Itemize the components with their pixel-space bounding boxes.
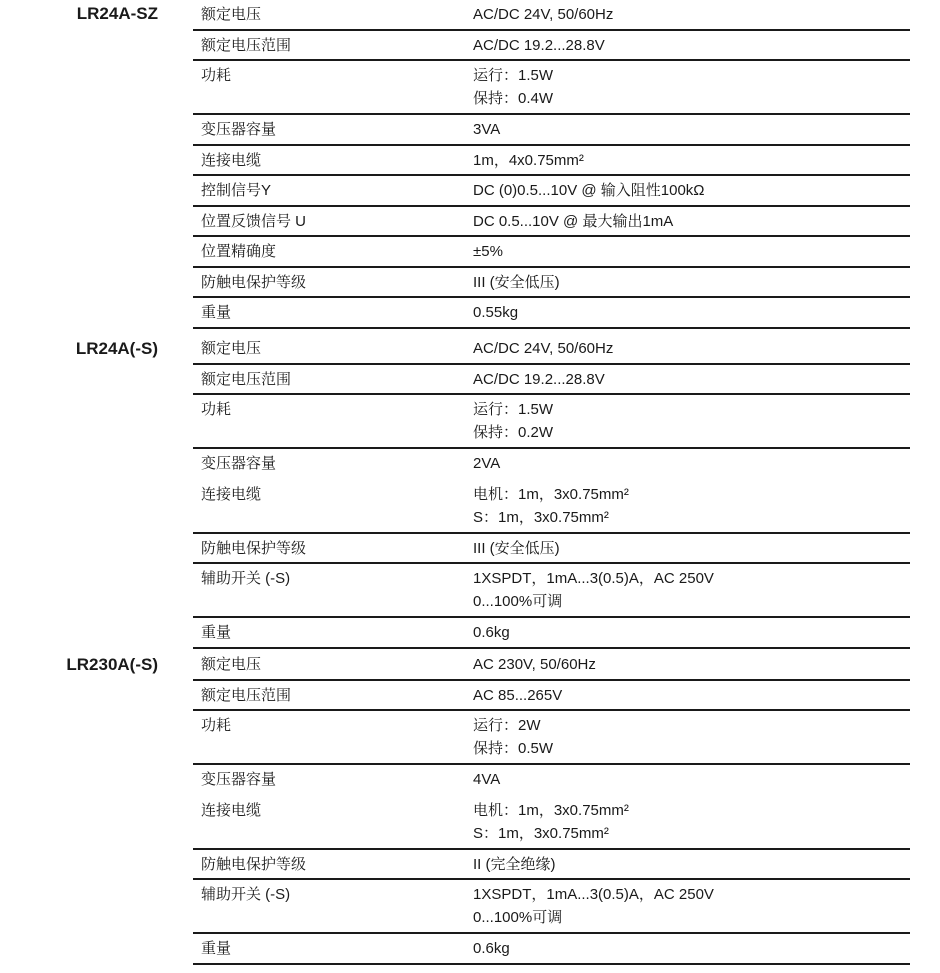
spec-value (473, 61, 910, 113)
spec-rows (193, 650, 910, 965)
spec-value (473, 681, 910, 710)
spec-label: 连接电缆 (201, 801, 262, 819)
spec-row (193, 796, 910, 850)
spec-row (193, 765, 910, 796)
spec-row (193, 31, 910, 62)
spec-value-line: AC/DC 24V, 50/60Hz (473, 6, 614, 23)
spec-label: 功耗 (201, 717, 232, 734)
spec-value-line: 保持：0.2W (473, 424, 554, 441)
spec-label: 额定电压范围 (201, 36, 292, 54)
spec-row (193, 365, 910, 396)
spec-row (193, 176, 910, 207)
spec-label: 额定电压范围 (201, 686, 292, 704)
spec-value-line: DC (0)0.5...10V @ 输入阻性100kΩ (473, 182, 705, 199)
spec-value (473, 534, 910, 563)
spec-value-line: 0...100%可调 (473, 909, 563, 926)
spec-value-line: 电机：1m，3x0.75mm² (473, 485, 629, 503)
spec-value (473, 880, 910, 932)
spec-label: 变压器容量 (201, 771, 277, 788)
spec-rows (193, 334, 910, 649)
spec-label: 重量 (201, 940, 232, 957)
spec-value-line: 0.6kg (473, 624, 510, 641)
spec-value-line: 1XSPDT，1mA...3(0.5)A，AC 250V (473, 886, 714, 903)
spec-value (473, 31, 910, 60)
spec-value-line: II (完全绝缘) (473, 855, 556, 873)
spec-label: 额定电压 (201, 340, 262, 357)
spec-value-line: 保持：0.4W (473, 90, 554, 107)
spec-row (193, 480, 910, 534)
spec-group (0, 334, 910, 649)
spec-label: 重量 (201, 624, 232, 641)
model-name: LR230A(-S) (66, 655, 158, 674)
spec-value-line: 运行：1.5W (473, 67, 554, 84)
spec-value-line: AC 85...265V (473, 686, 563, 704)
spec-value-line: 0.55kg (473, 304, 519, 321)
spec-label: 控制信号Y (201, 182, 272, 199)
model-name: LR24A-SZ (76, 4, 158, 23)
spec-label: 防触电保护等级 (201, 855, 307, 873)
spec-value (473, 207, 910, 236)
spec-value (473, 564, 910, 616)
spec-row (193, 395, 910, 449)
spec-value-line: AC/DC 24V, 50/60Hz (473, 340, 614, 357)
spec-row (193, 207, 910, 238)
spec-value-line: DC 0.5...10V @ 最大输出1mA (473, 212, 674, 230)
spec-value (473, 796, 910, 848)
spec-value-line: 2VA (473, 455, 501, 472)
spec-label: 辅助开关 (-S) (201, 886, 291, 903)
spec-row (193, 934, 910, 965)
spec-value-line: 1m，4x0.75mm² (473, 151, 584, 169)
spec-value (473, 449, 910, 480)
spec-label: 额定电压 (201, 656, 262, 673)
spec-row (193, 880, 910, 934)
spec-value-line: AC/DC 19.2...28.8V (473, 36, 605, 54)
spec-label: 功耗 (201, 67, 232, 84)
spec-label: 变压器容量 (201, 121, 277, 138)
spec-label: 连接电缆 (201, 485, 262, 503)
spec-value-line: 电机：1m，3x0.75mm² (473, 801, 629, 819)
spec-value-line: AC 230V, 50/60Hz (473, 656, 596, 673)
spec-group (0, 0, 910, 329)
spec-value (473, 480, 910, 532)
spec-value (473, 765, 910, 796)
spec-row (193, 449, 910, 480)
spec-value (473, 395, 910, 447)
spec-label: 重量 (201, 304, 232, 321)
spec-row (193, 681, 910, 712)
spec-value (473, 711, 910, 763)
spec-row (193, 0, 910, 31)
spec-value-line: 3VA (473, 121, 501, 138)
spec-label: 位置精确度 (201, 243, 277, 260)
spec-value-line: 运行：1.5W (473, 401, 554, 418)
spec-value-line: AC/DC 19.2...28.8V (473, 370, 605, 388)
spec-label: 额定电压 (201, 6, 262, 23)
spec-value-line: ±5% (473, 243, 503, 260)
spec-row (193, 268, 910, 299)
spec-row (193, 564, 910, 618)
spec-group (0, 650, 910, 965)
spec-value-line: 0...100%可调 (473, 593, 563, 610)
spec-label: 辅助开关 (-S) (201, 570, 291, 587)
spec-row (193, 146, 910, 177)
spec-label: 位置反馈信号 U (201, 212, 307, 230)
spec-row (193, 115, 910, 146)
spec-value-line: 0.6kg (473, 940, 510, 957)
spec-row (193, 534, 910, 565)
spec-value (473, 850, 910, 879)
spec-value (473, 115, 910, 144)
spec-label: 变压器容量 (201, 455, 277, 472)
spec-value (473, 934, 910, 963)
model-name: LR24A(-S) (75, 339, 158, 358)
spec-value (473, 365, 910, 394)
spec-row (193, 334, 910, 365)
spec-row (193, 650, 910, 681)
spec-label: 功耗 (201, 401, 232, 418)
spec-value (473, 146, 910, 175)
spec-value-line: S：1m，3x0.75mm² (473, 508, 609, 526)
spec-value (473, 0, 910, 29)
spec-label: 防触电保护等级 (201, 273, 307, 291)
spec-row (193, 61, 910, 115)
spec-value (473, 237, 910, 266)
spec-value (473, 334, 910, 363)
spec-value-line: 运行：2W (473, 717, 541, 734)
spec-value-line: III (安全低压) (473, 539, 560, 557)
spec-row (193, 711, 910, 765)
spec-value (473, 650, 910, 679)
spec-rows (193, 0, 910, 329)
spec-row (193, 298, 910, 329)
spec-value (473, 298, 910, 327)
spec-label: 连接电缆 (201, 151, 262, 169)
spec-value (473, 176, 910, 205)
spec-row (193, 237, 910, 268)
spec-label: 防触电保护等级 (201, 539, 307, 557)
spec-value (473, 618, 910, 647)
spec-row (193, 618, 910, 649)
spec-value-line: III (安全低压) (473, 273, 560, 291)
spec-row (193, 850, 910, 881)
spec-value (473, 268, 910, 297)
spec-value-line: 1XSPDT，1mA...3(0.5)A，AC 250V (473, 570, 714, 587)
spec-value-line: S：1m，3x0.75mm² (473, 824, 609, 842)
spec-label: 额定电压范围 (201, 370, 292, 388)
spec-value-line: 4VA (473, 771, 501, 788)
spec-value-line: 保持：0.5W (473, 740, 554, 757)
